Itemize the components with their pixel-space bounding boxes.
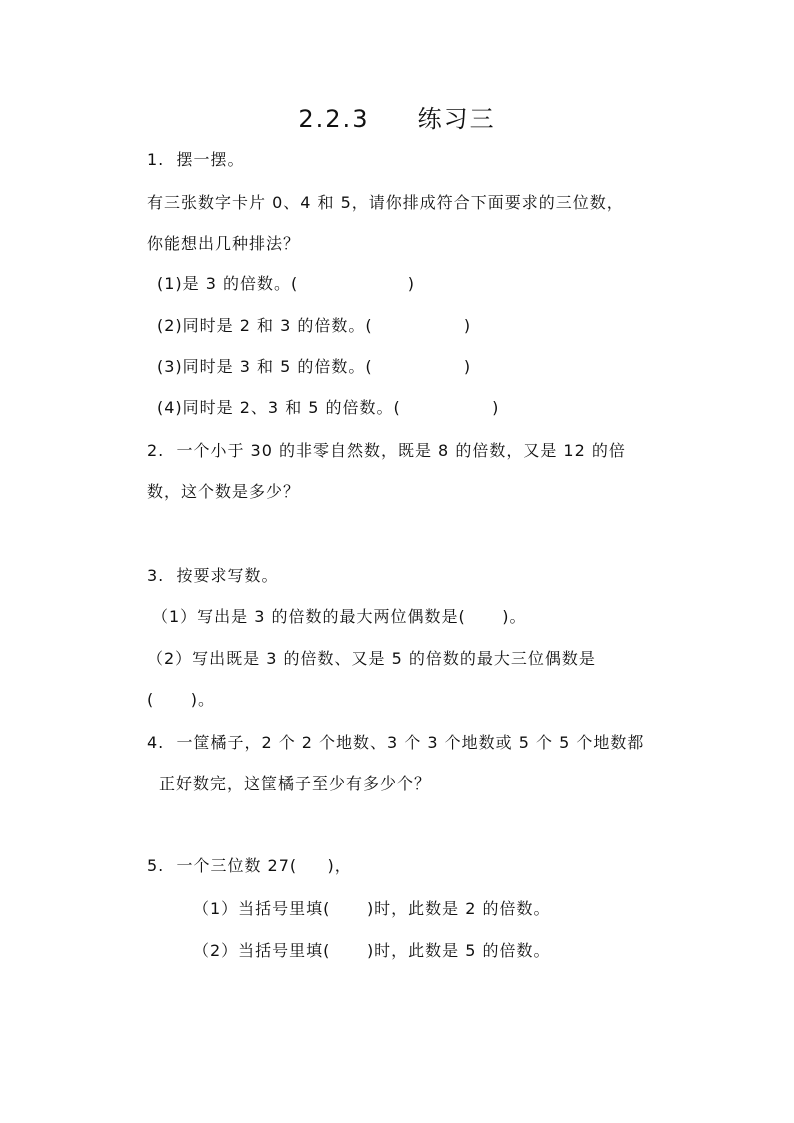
question-1-text-cont: 你能想出几种排法？ [147, 234, 301, 253]
question-1-heading: 1. 摆一摆。 [147, 150, 245, 169]
question-5-sub-1: （1）当括号里填( )时，此数是 2 的倍数。 [193, 899, 551, 918]
question-3-sub-2: （2）写出既是 3 的倍数、又是 5 的倍数的最大三位偶数是 [147, 649, 596, 668]
question-2-text: 2. 一个小于 30 的非零自然数，既是 8 的倍数，又是 12 的倍 [147, 441, 626, 460]
page-title: 2.2.3 练习三 [298, 105, 496, 133]
question-1-sub-1: (1)是 3 的倍数。( ) [157, 274, 416, 293]
question-5-sub-2: （2）当括号里填( )时，此数是 5 的倍数。 [193, 941, 551, 960]
question-4-text-cont: 正好数完，这筐橘子至少有多少个？ [159, 774, 432, 793]
question-1-text: 有三张数字卡片 0、4 和 5，请你排成符合下面要求的三位数， [147, 193, 624, 212]
question-1-sub-2: (2)同时是 2 和 3 的倍数。( ) [157, 316, 472, 335]
question-1-sub-4: (4)同时是 2、3 和 5 的倍数。( ) [157, 398, 500, 417]
question-4-text: 4. 一筐橘子，2 个 2 个地数、3 个 3 个地数或 5 个 5 个地数都 [147, 733, 645, 752]
question-1-sub-3: (3)同时是 3 和 5 的倍数。( ) [157, 357, 472, 376]
question-3-heading: 3. 按要求写数。 [147, 566, 279, 585]
question-5-text: 5. 一个三位数 27( )， [147, 856, 352, 875]
question-2-text-cont: 数，这个数是多少？ [147, 482, 301, 501]
question-3-sub-1: （1）写出是 3 的倍数的最大两位偶数是( )。 [152, 607, 527, 626]
question-3-sub-2-cont: ( )。 [147, 690, 216, 709]
